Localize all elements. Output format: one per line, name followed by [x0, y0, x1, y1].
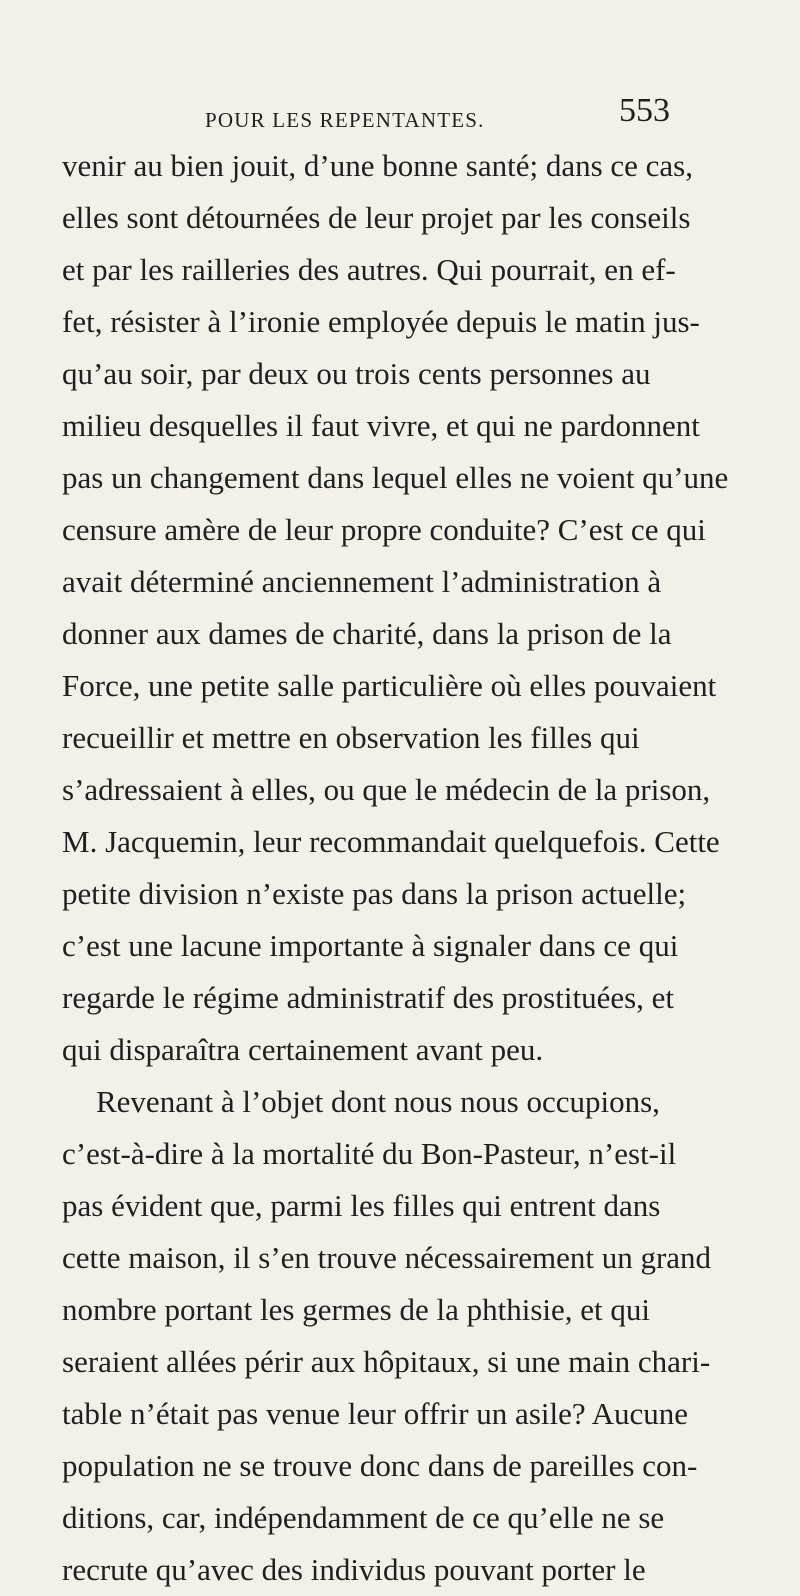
text-line-21: pas évident que, parmi les filles qui entrent dans	[62, 1188, 661, 1223]
text-line-20: c’est-à-dire à la mortalité du Bon-Pasteur, n’est-il	[62, 1136, 677, 1171]
text-line-9: avait déterminé anciennement l’administration à	[62, 564, 662, 599]
text-line-23: nombre portant les germes de la phthisie, et qui	[62, 1292, 650, 1327]
page-number: 553	[619, 92, 670, 129]
text-line-2: elles sont détournées de leur projet par les conseils	[62, 200, 691, 235]
text-line-25: table n’était pas venue leur offrir un asile? Aucune	[62, 1396, 689, 1431]
text-line-26: population ne se trouve donc dans de pareilles con-	[62, 1448, 698, 1483]
text-line-12: recueillir et mettre en observation les filles qui	[62, 720, 640, 755]
text-line-15: petite division n’existe pas dans la prison actuelle;	[62, 876, 687, 911]
running-head: POUR LES REPENTANTES.	[205, 108, 485, 132]
text-line-3: et par les railleries des autres. Qui pourrait, en ef-	[62, 252, 676, 287]
text-line-13: s’adressaient à elles, ou que le médecin de la prison,	[62, 772, 711, 807]
text-line-24: seraient allées périr aux hôpitaux, si une main chari-	[62, 1344, 711, 1379]
text-line-16: c’est une lacune importante à signaler dans ce qui	[62, 928, 679, 963]
text-line-14: M. Jacquemin, leur recommandait quelquefois. Cette	[62, 824, 720, 859]
text-line-4: fet, résister à l’ironie employée depuis le matin jus-	[62, 304, 700, 339]
body-text	[62, 140, 772, 1596]
text-line-27: ditions, car, indépendamment de ce qu’elle ne se	[62, 1500, 665, 1535]
text-line-28: recrute qu’avec des individus pouvant porter le	[62, 1552, 646, 1587]
text-line-5: qu’au soir, par deux ou trois cents personnes au	[62, 356, 651, 391]
text-line-22: cette maison, il s’en trouve nécessairement un grand	[62, 1240, 712, 1275]
text-line-7: pas un changement dans lequel elles ne voient qu’une	[62, 460, 729, 495]
text-line-19: Revenant à l’objet dont nous nous occupions,	[96, 1084, 660, 1119]
text-line-8: censure amère de leur propre conduite? C’est ce qui	[62, 512, 706, 547]
text-line-18: qui disparaîtra certainement avant peu.	[62, 1032, 544, 1067]
text-line-10: donner aux dames de charité, dans la prison de la	[62, 616, 672, 651]
text-line-6: milieu desquelles il faut vivre, et qui ne pardonnent	[62, 408, 700, 443]
text-line-1: venir au bien jouit, d’une bonne santé; dans ce cas,	[62, 148, 693, 183]
text-line-17: regarde le régime administratif des prostituées, et	[62, 980, 675, 1015]
text-line-11: Force, une petite salle particulière où elles pouvaient	[62, 668, 717, 703]
